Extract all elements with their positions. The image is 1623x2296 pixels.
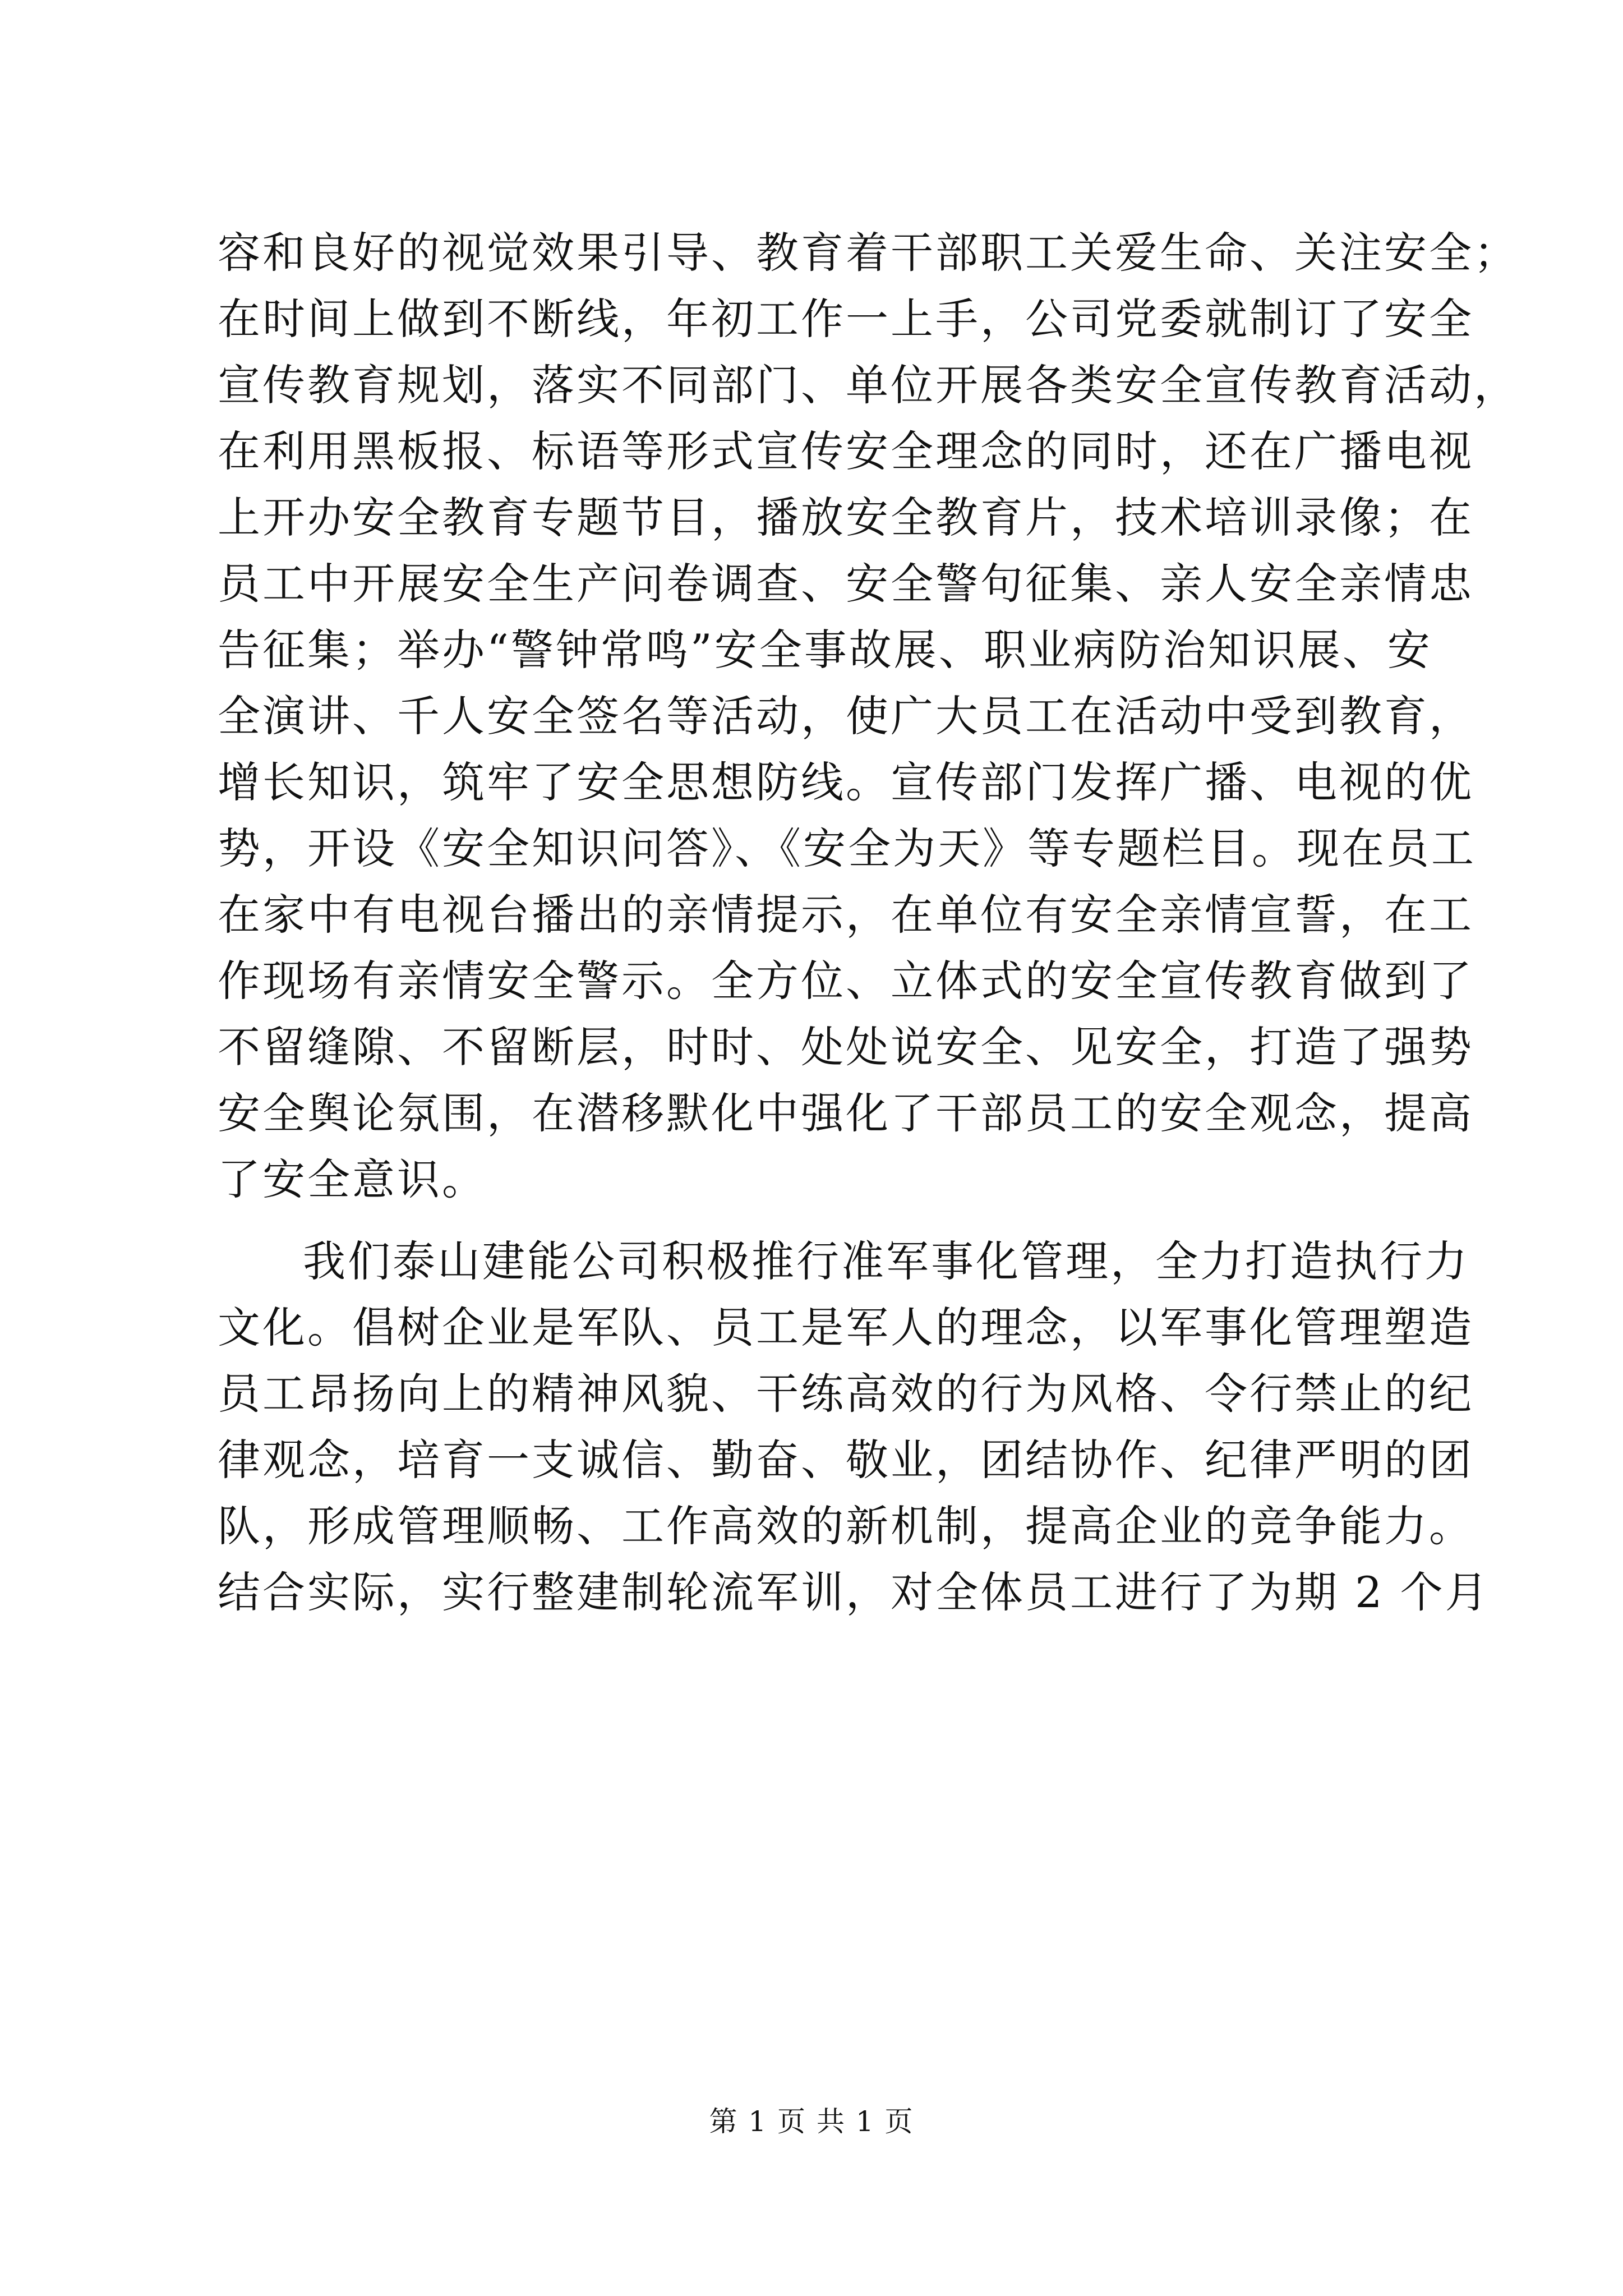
text-line: 安全舆论氛围，在潜移默化中强化了干部员工的安全观念，提高 xyxy=(218,1088,1474,1138)
text-line: 我们泰山建能公司积极推行准军事化管理，全力打造执行力 xyxy=(303,1236,1469,1286)
text-line: 在利用黑板报、标语等形式宣传安全理念的同时，还在广播电视 xyxy=(218,426,1474,476)
text-line: 全演讲、千人安全签名等活动，使广大员工在活动中受到教育， xyxy=(218,691,1474,741)
text-line: 增长知识，筑牢了安全思想防线。宣传部门发挥广播、电视的优 xyxy=(218,757,1474,807)
text-line: 不留缝隙、不留断层，时时、处处说安全、见安全，打造了强势 xyxy=(218,1022,1474,1072)
text-line: 上开办安全教育专题节目，播放安全教育片，技术培训录像；在 xyxy=(218,493,1474,542)
text-line: 了安全意识。 xyxy=(218,1154,487,1204)
paragraph-1 xyxy=(218,220,1519,1213)
text-line: 结合实际，实行整建制轮流军训，对全体员工进行了为期 2 个月 xyxy=(218,1567,1490,1617)
text-line: 容和良好的视觉效果引导、教育着干部职工关爱生命、关注安全； xyxy=(218,228,1519,278)
text-line: 在时间上做到不断线，年初工作一上手，公司党委就制订了安全 xyxy=(218,294,1474,344)
document-body xyxy=(218,220,1519,1626)
text-line: 员工昂扬向上的精神风貌、干练高效的行为风格、令行禁止的纪 xyxy=(218,1369,1474,1419)
text-line: 员工中开展安全生产问卷调查、安全警句征集、亲人安全亲情忠 xyxy=(218,559,1474,609)
text-line: 在家中有电视台播出的亲情提示，在单位有安全亲情宣誓，在工 xyxy=(218,890,1474,940)
text-line: 律观念，培育一支诚信、勤奋、敬业，团结协作、纪律严明的团 xyxy=(218,1435,1474,1485)
text-line: 势，开设《安全知识问答》、《安全为天》等专题栏目。现在员工 xyxy=(218,823,1476,873)
text-line: 宣传教育规划，落实不同部门、单位开展各类安全宣传教育活动， xyxy=(218,360,1519,410)
page-number-label: 第 1 页 共 1 页 xyxy=(709,2105,914,2138)
text-line: 作现场有亲情安全警示。全方位、立体式的安全宣传教育做到了 xyxy=(218,956,1474,1006)
paragraph-spacer xyxy=(218,1213,1418,1228)
paragraph-2 xyxy=(218,1228,1490,1626)
text-line: 文化。倡树企业是军队、员工是军人的理念，以军事化管理塑造 xyxy=(218,1303,1474,1352)
text-line: 告征集；举办“警钟常鸣”安全事故展、职业病防治知识展、安 xyxy=(218,625,1432,675)
page-footer xyxy=(0,2105,1623,2138)
text-line: 队，形成管理顺畅、工作高效的新机制，提高企业的竞争能力。 xyxy=(218,1501,1474,1551)
